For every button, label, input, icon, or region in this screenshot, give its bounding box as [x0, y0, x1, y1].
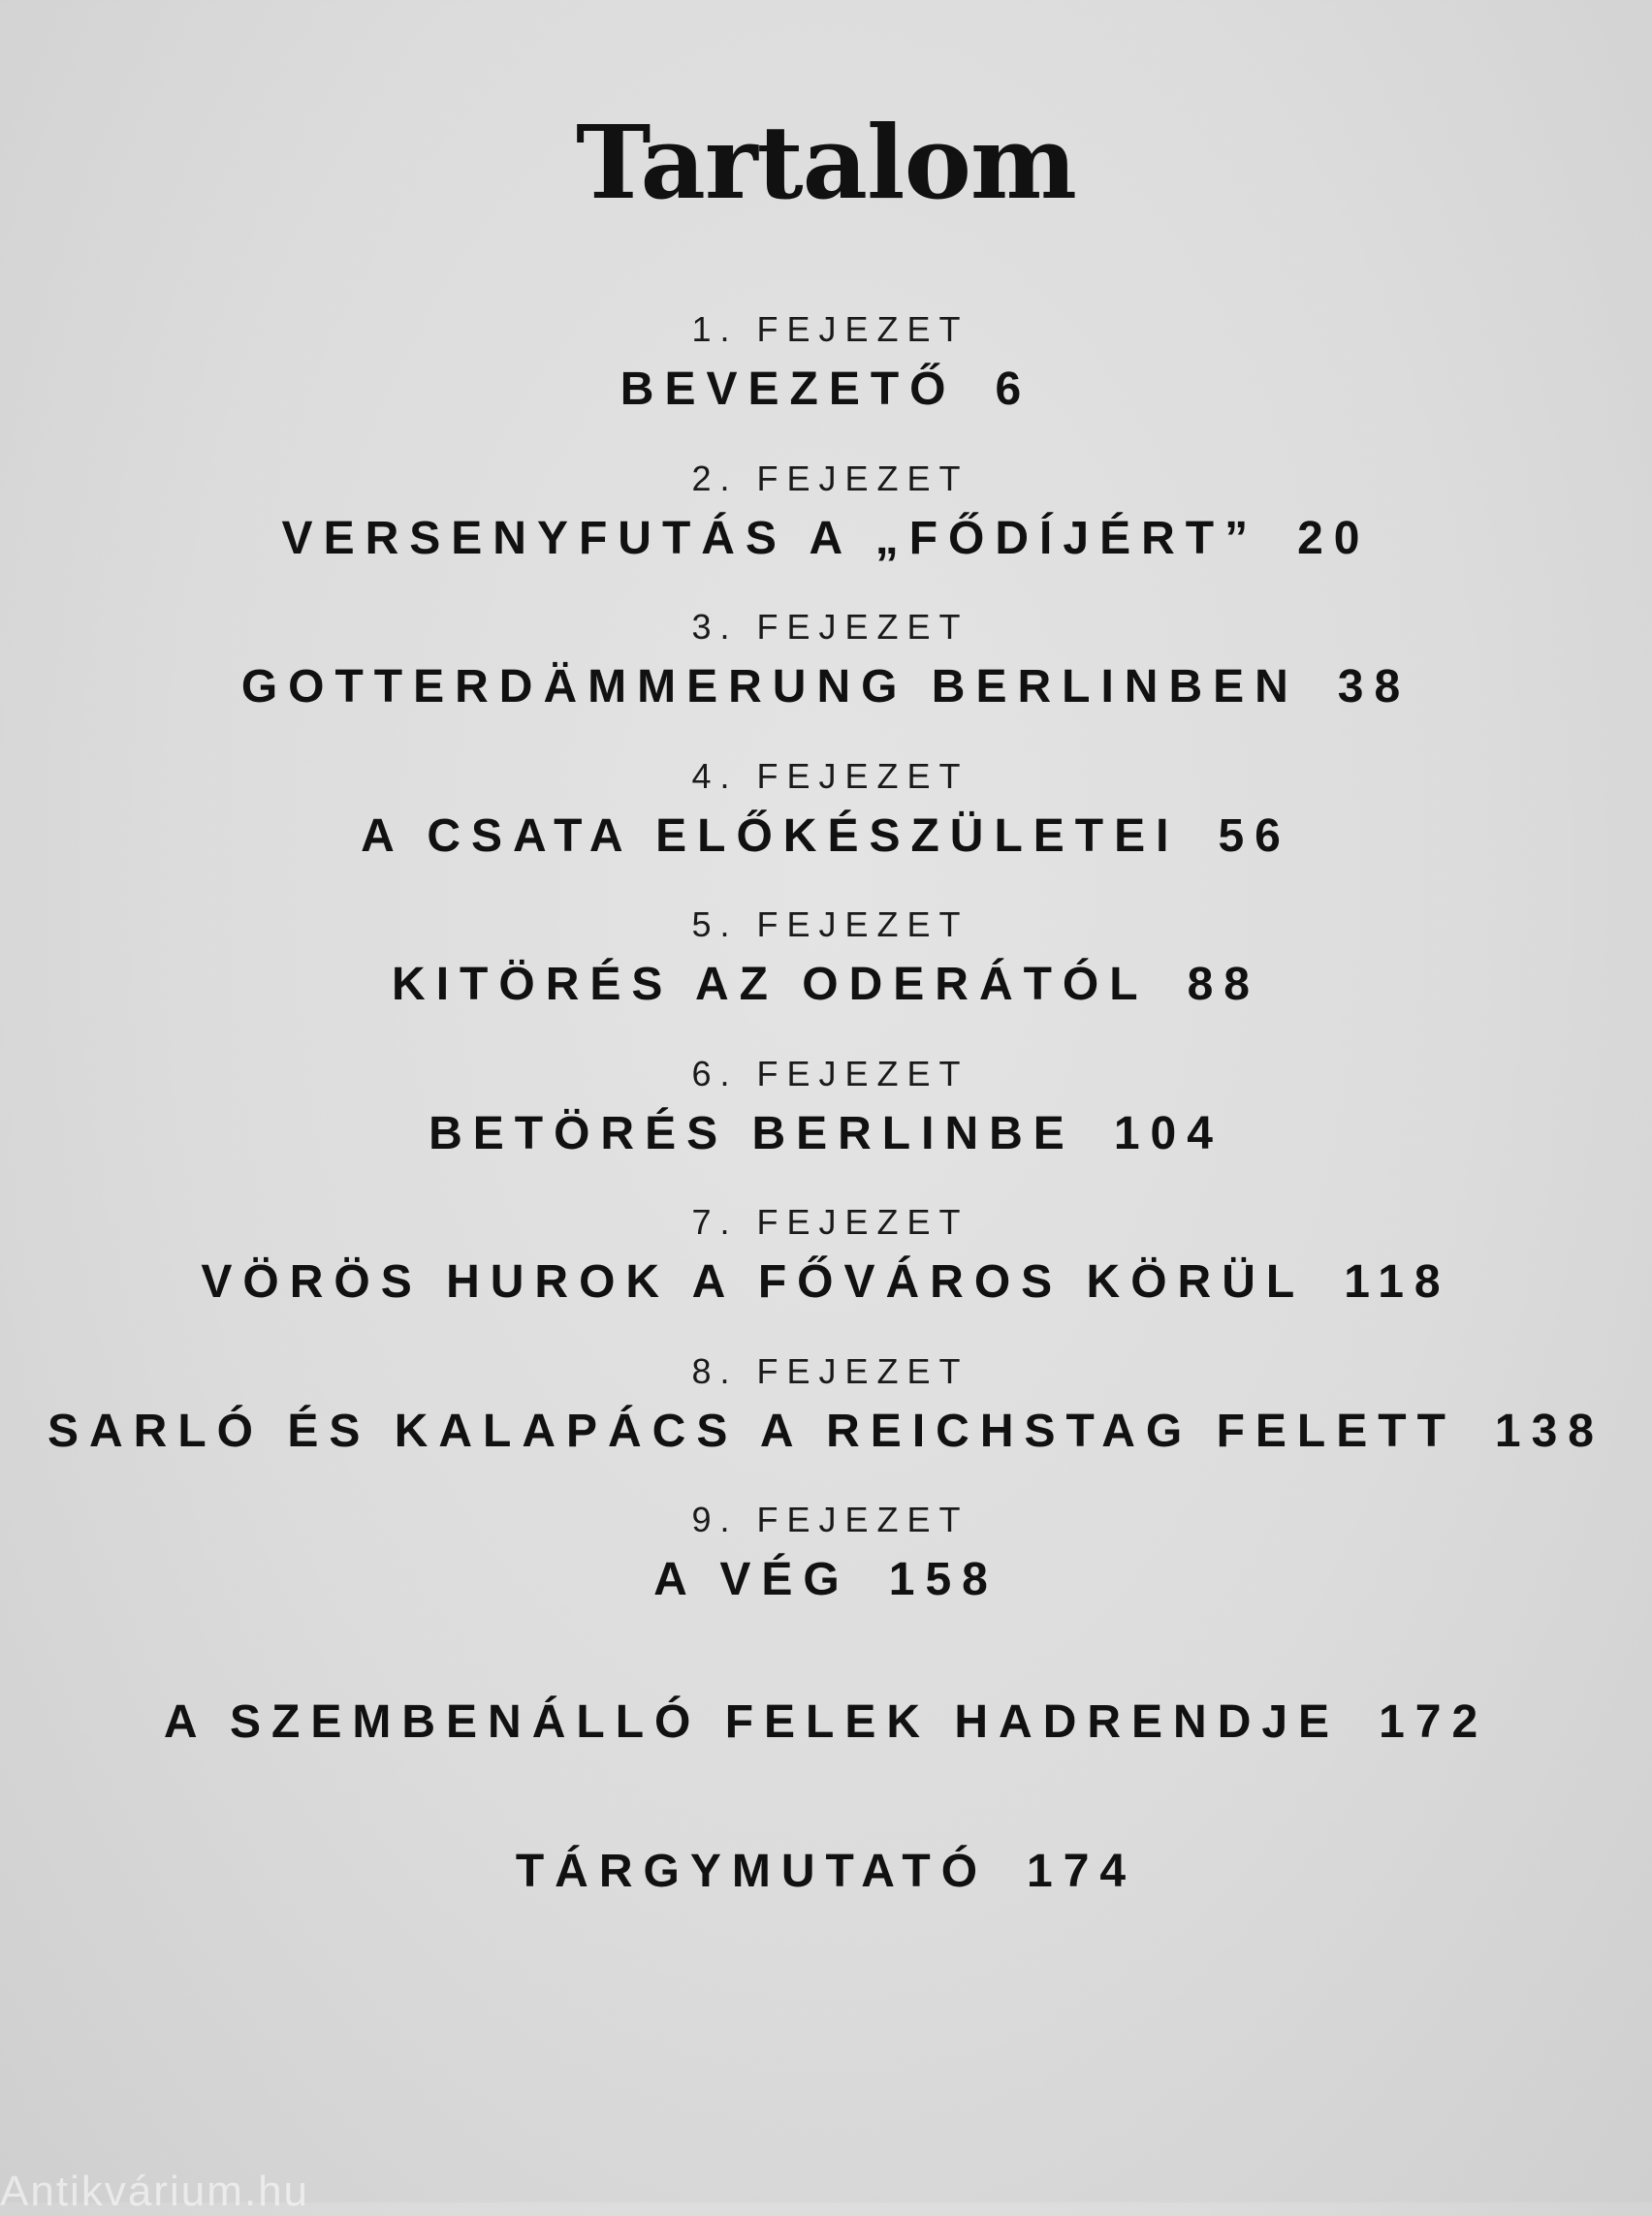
- chapter-title-line: [0, 1553, 1652, 1607]
- chapter-number: 4. FEJEZET: [691, 756, 969, 796]
- chapter-page-number: 158: [888, 1554, 999, 1605]
- chapter-title-line: [0, 1107, 1652, 1161]
- section-title-line: [0, 1845, 1652, 1899]
- chapter-page-number: 38: [1337, 661, 1412, 712]
- toc-entry-index: [0, 1845, 1652, 1899]
- chapter-title-line: [0, 809, 1652, 864]
- chapter-number: 6. FEJEZET: [691, 1054, 969, 1093]
- toc-entry-2: [0, 458, 1652, 566]
- toc-entry-1: [0, 308, 1652, 417]
- toc-entry-3: [0, 606, 1652, 714]
- chapter-page-number: 20: [1297, 513, 1371, 564]
- chapter-title: A VÉG: [653, 1554, 850, 1605]
- chapter-title: SARLÓ ÉS KALAPÁCS A REICHSTAG FELETT: [47, 1406, 1456, 1457]
- chapter-number: 8. FEJEZET: [691, 1351, 969, 1391]
- chapter-title-line: [0, 958, 1652, 1012]
- section-title: TÁRGYMUTATÓ: [515, 1846, 989, 1897]
- chapter-title-line: [0, 1405, 1652, 1459]
- toc-entry-6: [0, 1053, 1652, 1161]
- chapter-title: BETÖRÉS BERLINBE: [429, 1108, 1075, 1159]
- toc-entry-7: [0, 1201, 1652, 1310]
- chapter-title: BEVEZETŐ: [620, 364, 957, 415]
- toc-entry-5: [0, 903, 1652, 1012]
- toc-entry-9: [0, 1499, 1652, 1607]
- chapter-title-line: [0, 512, 1652, 566]
- chapter-number: 5. FEJEZET: [691, 904, 969, 944]
- chapter-number: 7. FEJEZET: [691, 1202, 969, 1242]
- chapter-number: 3. FEJEZET: [691, 607, 969, 647]
- chapter-page-number: 6: [995, 364, 1032, 415]
- section-page-number: 174: [1027, 1846, 1137, 1897]
- section-page-number: 172: [1379, 1696, 1489, 1748]
- chapter-number: 2. FEJEZET: [691, 459, 969, 498]
- chapter-page-number: 118: [1344, 1256, 1451, 1308]
- chapter-title: GOTTERDÄMMERUNG BERLINBEN: [240, 661, 1299, 712]
- watermark: Antikvárium.hu: [0, 2168, 310, 2215]
- chapter-title-line: [0, 363, 1652, 417]
- chapter-title-line: [0, 660, 1652, 714]
- chapter-title: KITÖRÉS AZ ODERÁTÓL: [392, 959, 1149, 1010]
- chapter-title: VÖRÖS HUROK A FŐVÁROS KÖRÜL: [201, 1256, 1306, 1308]
- chapter-page-number: 56: [1218, 810, 1291, 862]
- toc-entry-8: [0, 1350, 1652, 1459]
- section-title: A SZEMBENÁLLÓ FELEK HADRENDJE: [163, 1696, 1341, 1748]
- chapter-title: VERSENYFUTÁS A „FŐDÍJÉRT”: [281, 513, 1259, 564]
- chapter-title-line: [0, 1255, 1652, 1310]
- chapter-page-number: 88: [1187, 959, 1260, 1010]
- chapter-number: 9. FEJEZET: [691, 1500, 969, 1539]
- toc-entry-order-of-battle: [0, 1695, 1652, 1750]
- chapter-number: 1. FEJEZET: [691, 309, 969, 349]
- chapter-page-number: 104: [1113, 1108, 1223, 1159]
- chapter-page-number: 138: [1494, 1406, 1604, 1457]
- chapter-title: A CSATA ELŐKÉSZÜLETEI: [361, 810, 1180, 862]
- page-title: Tartalom: [576, 103, 1076, 222]
- toc-entry-4: [0, 755, 1652, 864]
- section-title-line: [0, 1695, 1652, 1750]
